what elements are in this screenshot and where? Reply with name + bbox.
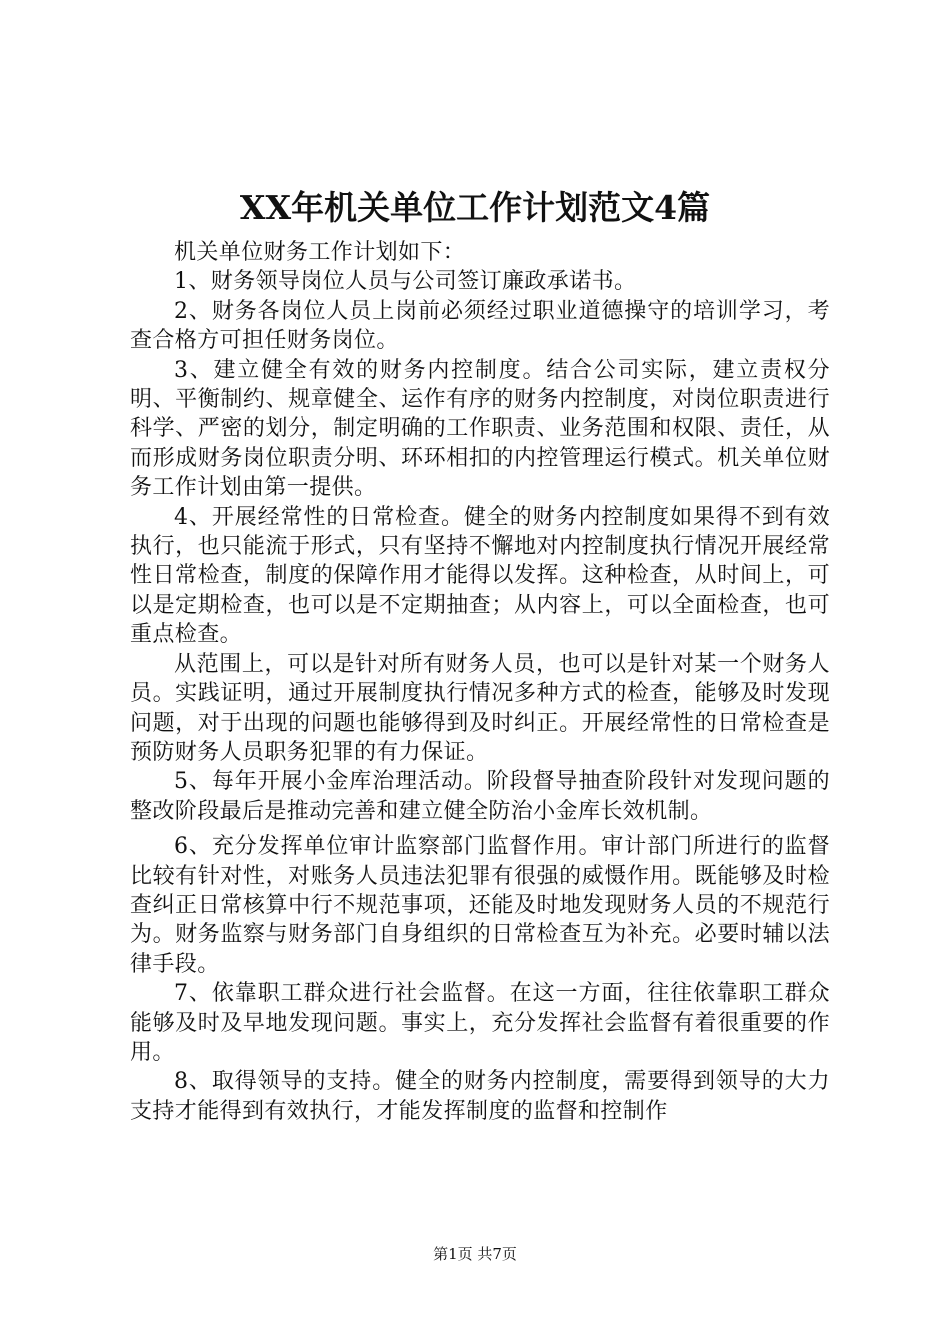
document-title: XX年机关单位工作计划范文4篇 <box>239 188 711 227</box>
paragraph-item-7: 7、依靠职工群众进行社会监督。在这一方面，往往依靠职工群众能够及时及早地发现问题。事实上，充分发挥社会监督有着很重要的作用。 <box>130 981 830 1065</box>
paragraph-item-4: 4、开展经常性的日常检查。健全的财务内控制度如果得不到有效执行，也只能流于形式，只有坚持不懈地对内控制度执行情况开展经常性日常检查，制度的保障作用才能得以发挥。这种检查，从时间上，可以是定期检查，也可以是不定期抽查；从内容上，可以全面检查，也可重点检查。 <box>130 504 830 648</box>
document-body <box>130 238 830 1126</box>
page-number-footer: 第1页 共7页 <box>433 1245 517 1263</box>
paragraph-item-6: 6、充分发挥单位审计监察部门监督作用。审计部门所进行的监督比较有针对性，对账务人员违法犯罪有很强的威慑作用。既能够及时检查纠正日常核算中行不规范事项，还能及时地发现财务人员的不规范行为。财务监察与财务部门自身组织的日常检查互为补充。必要时辅以法律手段。 <box>130 834 830 977</box>
paragraph-item-3: 3、建立健全有效的财务内控制度。结合公司实际，建立责权分明、平衡制约、规章健全、运作有序的财务内控制度，对岗位职责进行科学、严密的划分，制定明确的工作职责、业务范围和权限、责任，从而形成财务岗位职责分明、环环相扣的内控管理运行模式。机关单位财务工作计划由第一提供。 <box>130 357 830 501</box>
paragraph-item-2: 2、财务各岗位人员上岗前必须经过职业道德操守的培训学习，考查合格方可担任财务岗位。 <box>130 298 830 354</box>
paragraph-item-4-continued: 从范围上，可以是针对所有财务人员，也可以是针对某一个财务人员。实践证明，通过开展制度执行情况多种方式的检查，能够及时发现问题，对于出现的问题也能够得到及时纠正。开展经常性的日常检查是预防财务人员职务犯罪的有力保证。 <box>130 651 830 765</box>
paragraph-item-1: 1、财务领导岗位人员与公司签订廉政承诺书。 <box>174 269 637 295</box>
paragraph-item-8: 8、取得领导的支持。健全的财务内控制度，需要得到领导的大力支持才能得到有效执行，才能发挥制度的监督和控制作 <box>130 1069 830 1124</box>
paragraph-item-5: 5、每年开展小金库治理活动。阶段督导抽查阶段针对发现问题的整改阶段最后是推动完善和建立健全防治小金库长效机制。 <box>130 769 830 824</box>
paragraph-intro: 机关单位财务工作计划如下： <box>174 240 466 265</box>
